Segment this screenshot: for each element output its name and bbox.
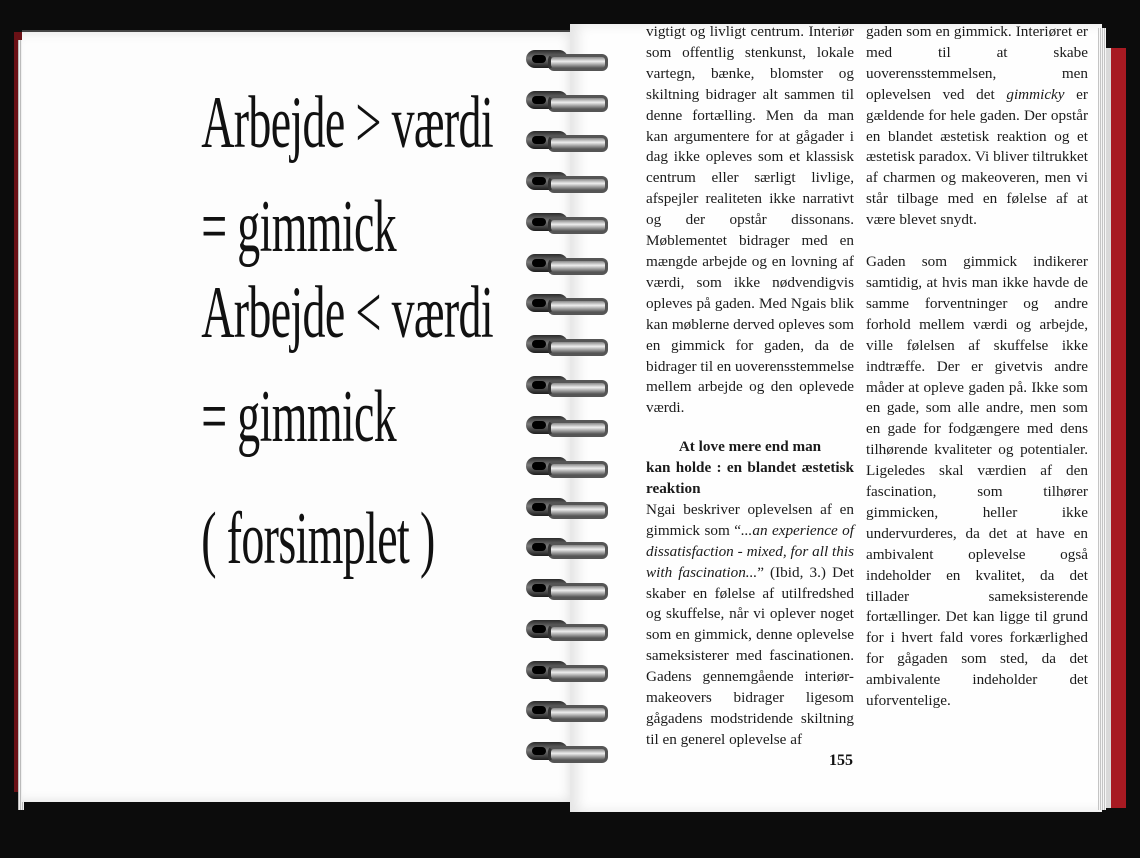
paragraph: Ngai beskriver oplevelsen af en gimmick som “...an experience of dissatisfaction - mixed, for all this with fascination...” (Ibid, 3.) Det skaber en følelse af utilfredshed og skuffelse, når vi oplever noget som en gimmick, denne oplevelse sameksisterer med fascinationen. Gadens gennemgående interiør-makeovers bidrager ligesom gågadens modstridende skiltning til en generel oplevelse af (646, 500, 854, 748)
binding-ring (526, 48, 604, 70)
left-page-statement (201, 80, 493, 582)
binding-ring (526, 740, 604, 762)
paragraph: gaden som en gimmick. Interiøret er med til at skabe uoverensstemmelsen, men oplevelsen ved det gimmicky er gældende for hele gaden. Der opstår en blandet æstetisk reaktion og et æstetisk paradox. Vi bliver tiltrukket af charmen og makeoveren, men vi står tilbage med en følelse af at være blevet snydt. (866, 23, 1088, 229)
binding-ring (526, 129, 604, 151)
text-column-1 (646, 22, 854, 751)
binding-ring (526, 536, 604, 558)
statement-line-5: ( forsimplet ) (201, 498, 435, 580)
statement-line-4: = gimmick (201, 376, 397, 458)
page-number: 155 (829, 752, 853, 769)
statement-line-2: = gimmick (201, 186, 397, 268)
binding-ring (526, 659, 604, 681)
binding-ring (526, 211, 604, 233)
quote: ...an experience of dissatisfaction - mixed, for all this with fascination... (646, 521, 854, 581)
binding-ring (526, 618, 604, 640)
binding-ring (526, 89, 604, 111)
text-column-2 (866, 22, 1088, 712)
binding-ring (526, 292, 604, 314)
statement-line-3: Arbejde < værdi (201, 272, 493, 354)
statement-line-1: Arbejde > værdi (201, 82, 493, 164)
binding-ring (526, 414, 604, 436)
paragraph: Gaden som gimmick indikerer samtidig, at hvis man ikke havde de samme forventninger og andre forhold mellem værdi og arbejde, ville følelsen af skuffelse ikke indtræffe. Der er givetvis andre måder at opleve gaden på. Ikke som en gade, som alle andre, men som en gade for fodgængere med dens tilhørende kvaliteter og potentialer. Ligeledes skal værdien af den fascination, som tilhører gimmicken, heller ikke undervurderes, da det at have en ambivalent oplevelse også indeholder en kvalitet, da det tillader sameksisterende fortællinger. Det kan ligge til grund for i hvert fald vores forkærlighed for gågaden som sted, da det ambivalente indeholder det uforventelige. (866, 253, 1088, 710)
cover-edge-right (1106, 48, 1126, 808)
section-heading: At love mere end man kan holde : en blandet æstetisk reaktion (646, 438, 854, 498)
binding-ring (526, 333, 604, 355)
binding-ring (526, 252, 604, 274)
binding-ring (526, 577, 604, 599)
binding-ring (526, 496, 604, 518)
binding-ring (526, 455, 604, 477)
binding-ring (526, 374, 604, 396)
binding-ring (526, 170, 604, 192)
emphasis: gimmicky (1006, 85, 1065, 103)
binding-ring (526, 699, 604, 721)
page-stack-right (1098, 28, 1106, 810)
spiral-binding (520, 34, 610, 774)
paragraph: vigtigt og livligt centrum. Interiør som offentlig stenkunst, lokale vartegn, bænke, blomster og skiltning bidrager alt sammen til denne fortælling. Men da man kan argumentere for at gågader i dag ikke opleves som et klassisk centrum eller særligt livlige, afspejler realiteten ikke narrativt og der opstår dissonans. Møblementet bidrager med en mængde arbejde og en lovning af værdi, som ikke nødvendigvis opleves på gaden. Med Ngais blik kan møblerne derved opleves som en gimmick for gaden, da de bidrager til en uoverensstemmelse mellem arbejde og den oplevede værdi. (646, 23, 854, 417)
